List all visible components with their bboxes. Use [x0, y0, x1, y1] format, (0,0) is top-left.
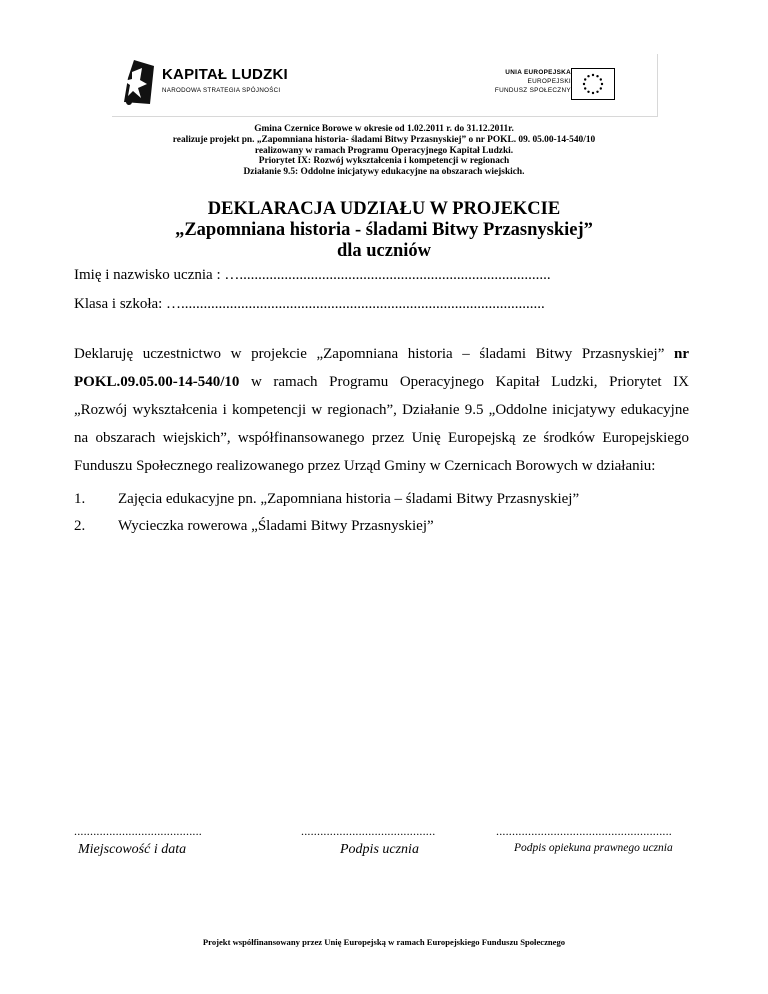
- header-line: Działanie 9.5: Oddolne inicjatywy edukacyjne na obszarach wiejskich.: [243, 167, 525, 178]
- student-signature-line[interactable]: ..........................................: [301, 824, 436, 838]
- title-line: dla uczniów: [336, 241, 432, 261]
- logo-band: [112, 54, 658, 117]
- kapital-ludzki-title: KAPITAŁ LUDZKI: [162, 66, 288, 83]
- place-date-label: Miejscowość i data: [78, 842, 187, 857]
- declaration-paragraph: [74, 340, 689, 480]
- header-line: Priorytet IX: Rozwój wykształcenia i kompetencji w regionach: [258, 156, 510, 167]
- student-signature-label: Podpis ucznia: [340, 842, 419, 857]
- title-line: „Zapomniana historia - śladami Bitwy Przasnyskiej”: [175, 220, 593, 240]
- eu-logo-text: [495, 68, 571, 95]
- document-title: [0, 199, 768, 262]
- project-header: [0, 124, 768, 178]
- list-item-number: 2.: [74, 518, 86, 534]
- place-date-signature-line[interactable]: ........................................: [74, 824, 202, 838]
- guardian-signature-label: Podpis opiekuna prawnego ucznia: [514, 842, 673, 854]
- declaration-line: na obszarach wiejskich”, współfinansowanego przez Unię Europejską ze środków Europejskiego: [74, 430, 689, 446]
- eu-logo-line: FUNDUSZ SPOŁECZNY: [494, 87, 571, 94]
- guardian-signature-line[interactable]: .......................................................: [496, 824, 672, 838]
- declaration-line: Deklaruję uczestnictwo w projekcie „Zapomniana historia – śladami Bitwy Przasnyskiej” nr: [74, 346, 689, 362]
- eu-flag-icon: [571, 68, 615, 100]
- header-line: realizuje projekt pn. „Zapomniana historia- śladami Bitwy Przasnyskiej” o nr POKL. 09. 05.00-14-540/10: [172, 134, 596, 145]
- header-line: realizowany w ramach Programu Operacyjnego Kapitał Ludzki.: [254, 145, 514, 156]
- declaration-line: POKL.09.05.00-14-540/10 w ramach Programu Operacyjnego Kapitał Ludzki, Priorytet IX: [74, 374, 689, 390]
- eu-logo-line: UNIA EUROPEJSKA: [505, 69, 571, 76]
- eu-logo-line: EUROPEJSKI: [527, 78, 571, 85]
- list-item-text: Wycieczka rowerowa „Śladami Bitwy Przasnyskiej”: [118, 518, 434, 534]
- footer-note: Projekt współfinansowany przez Unię Europejską w ramach Europejskiego Funduszu Społecznego: [202, 937, 566, 947]
- header-line: Gmina Czernice Borowe w okresie od 1.02.2011 r. do 31.12.2011r.: [254, 124, 514, 134]
- title-line: DEKLARACJA UDZIAŁU W PROJEKCIE: [207, 199, 561, 219]
- kapital-ludzki-subtitle: NARODOWA STRATEGIA SPÓJNOŚCI: [162, 87, 281, 94]
- declaration-line: Funduszu Społecznego realizowanego przez Urząd Gminy w Czernicach Borowych w działaniu:: [74, 458, 656, 474]
- list-item-number: 1.: [74, 491, 86, 507]
- class-school-field[interactable]: Klasa i szkoła: ….................................................................................................: [74, 296, 545, 312]
- student-name-field[interactable]: Imię i nazwisko ucznia : …...................................................................................: [74, 267, 551, 283]
- list-item-text: Zajęcia edukacyjne pn. „Zapomniana historia – śladami Bitwy Przasnyskiej”: [118, 491, 580, 507]
- declaration-line: „Rozwój wykształcenia i kompetencji w regionach”, Działanie 9.5 „Oddolne inicjatywy edukacyjne: [74, 402, 689, 418]
- kapital-ludzki-emblem-icon: [120, 58, 156, 108]
